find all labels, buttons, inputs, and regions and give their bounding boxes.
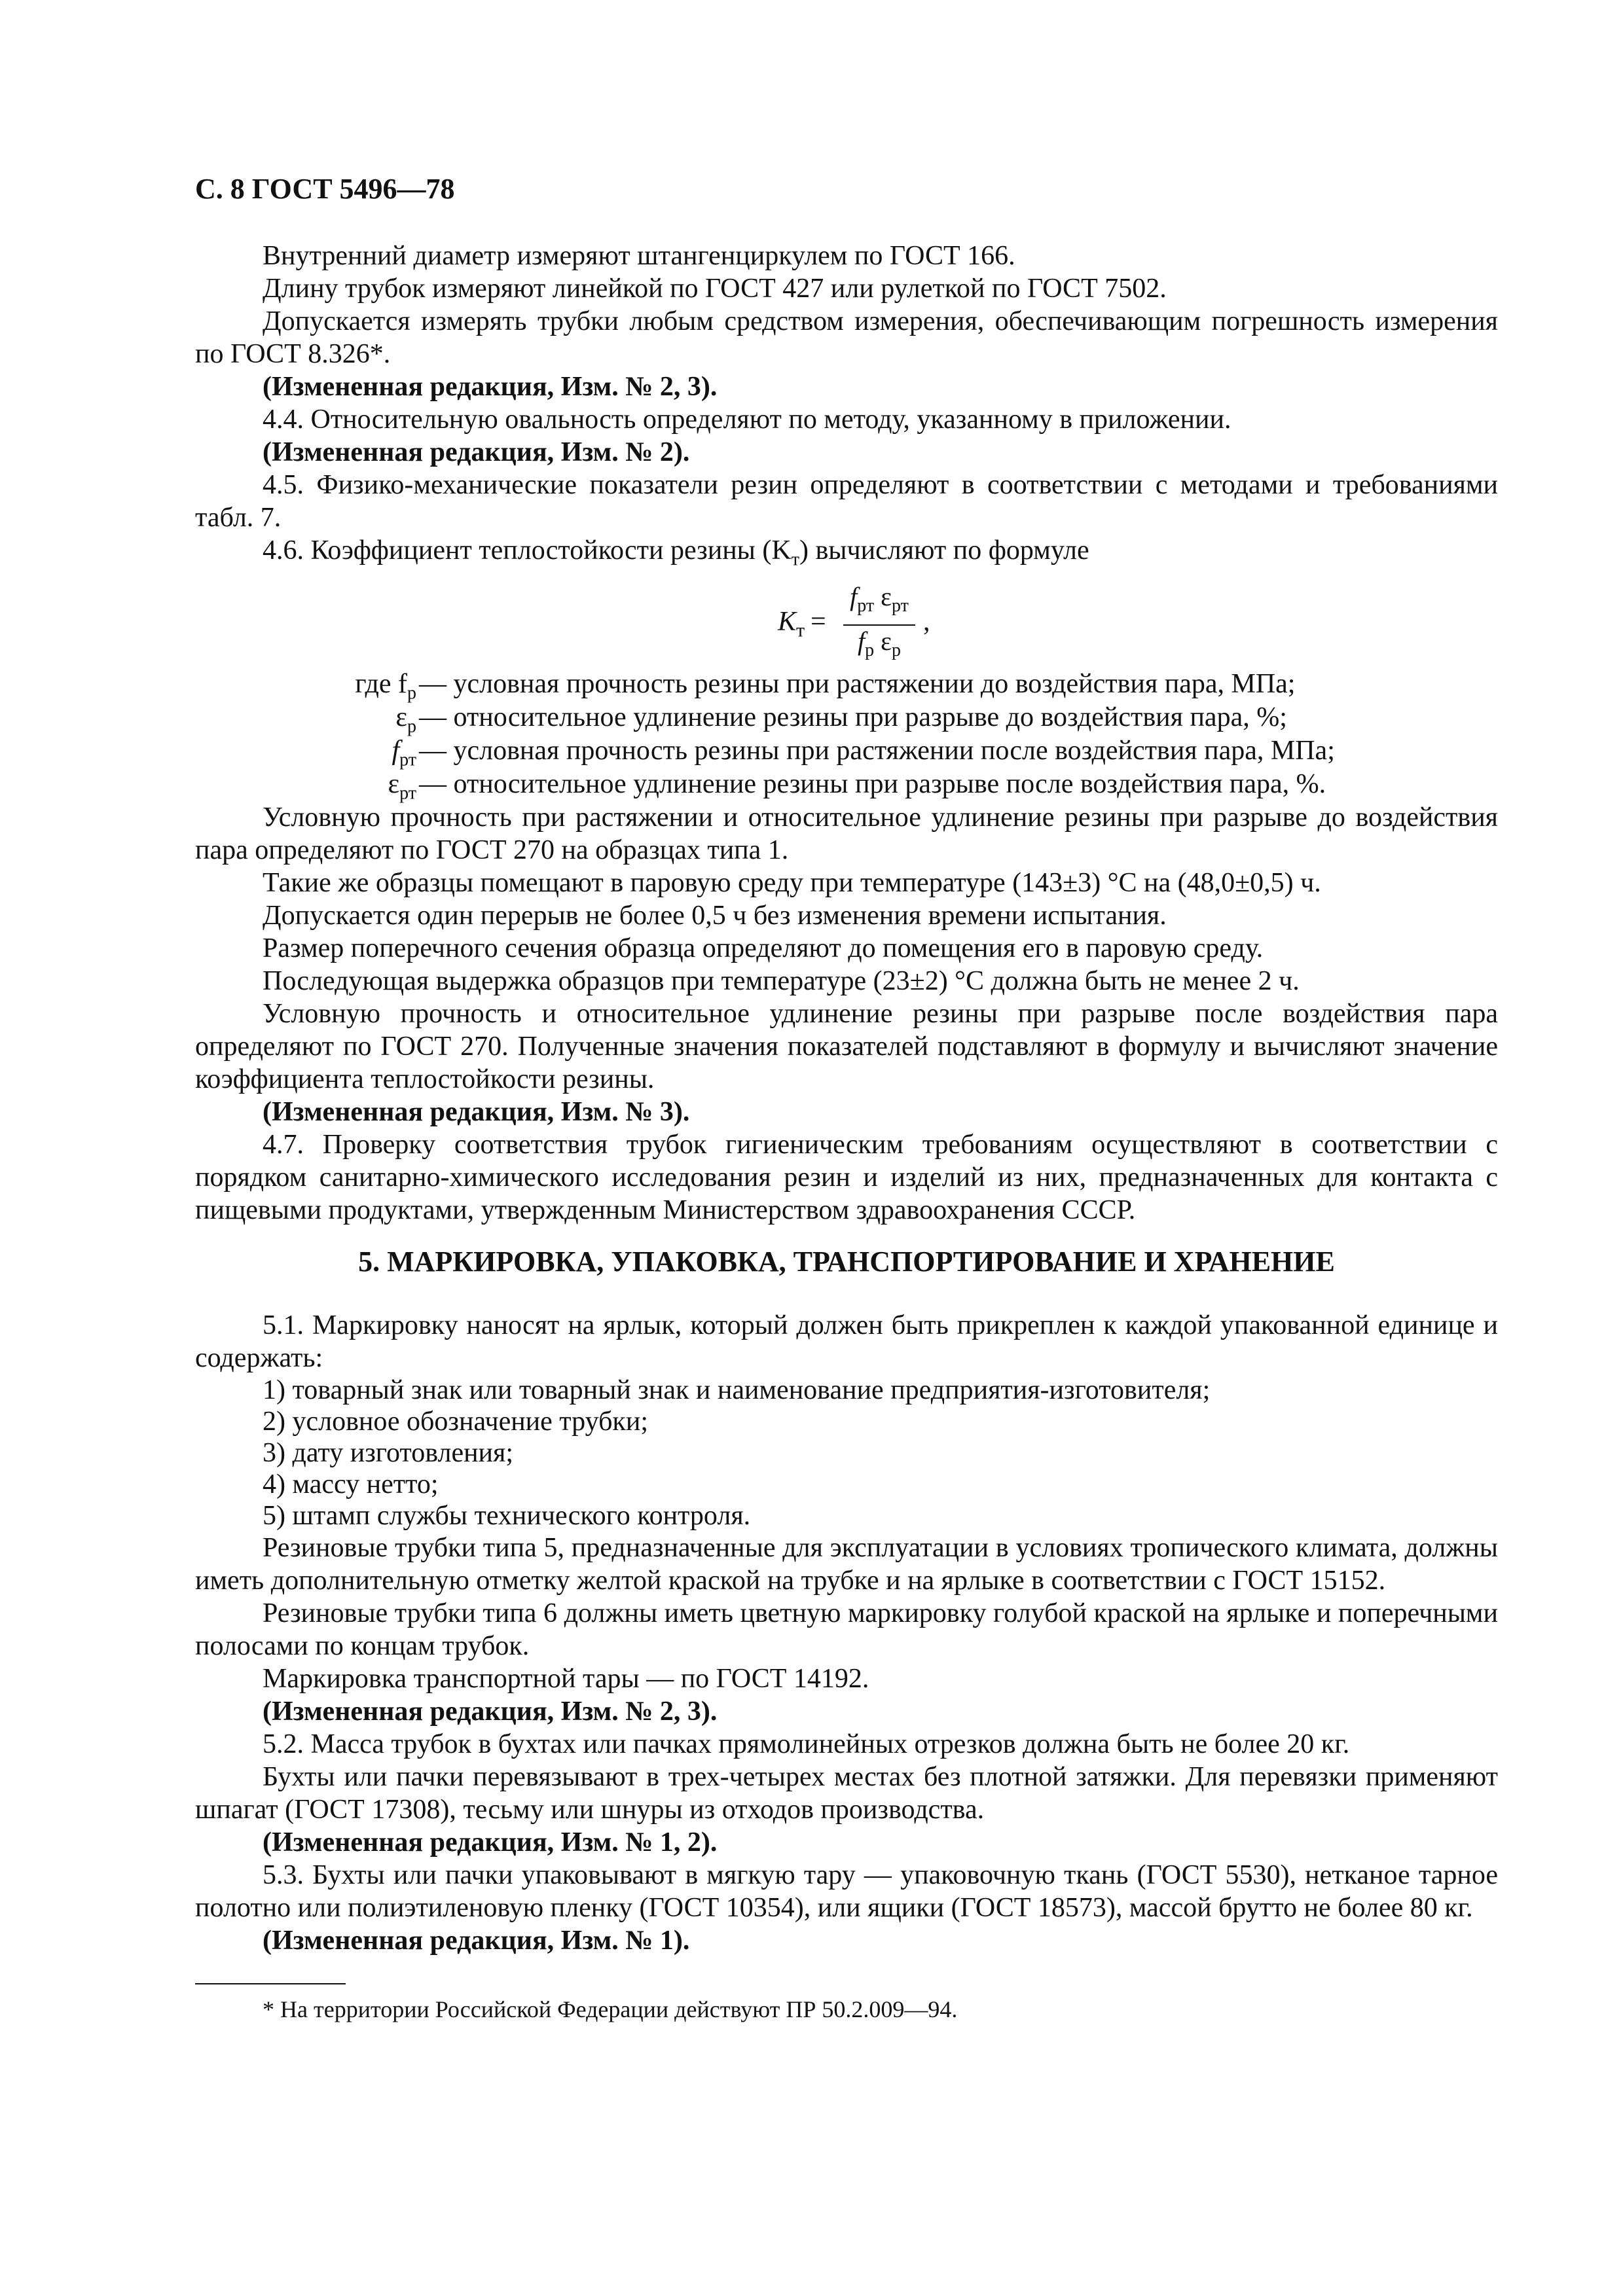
variable-definition: — относительное удлинение резины при разрыве до воздействия пара, %; xyxy=(419,702,1287,733)
paragraph: Резиновые трубки типа 6 должны иметь цветную маркировку голубой краской на ярлыке и поперечными полосами по концам трубок. xyxy=(195,1598,1498,1662)
clause-5-2: 5.2. Масса трубок в бухтах или пачках прямолинейных отрезков должна быть не более 20 кг. xyxy=(263,1729,1350,1760)
footnote-rule xyxy=(195,1983,346,1984)
formula-comma: , xyxy=(923,607,930,637)
variable-definition: — условная прочность резины при растяжении после воздействия пара, МПа; xyxy=(419,736,1335,766)
formula-lhs: $K_т$ xyxy=(778,607,805,641)
variable-symbol: где $f_р$ xyxy=(355,669,416,704)
list-item: 3) дату изготовления; xyxy=(263,1438,514,1469)
clause-4-6 xyxy=(195,534,1498,576)
paragraph: Допускается измерять трубки любым средством измерения, обеспечивающим погрешность измерения по ГОСТ 8.326*. xyxy=(195,306,1498,369)
section-title: 5. МАРКИРОВКА, УПАКОВКА, ТРАНСПОРТИРОВАНИЕ И ХРАНЕНИЕ xyxy=(358,1246,1335,1278)
formula xyxy=(195,576,1498,668)
clause-5-3: 5.3. Бухты или пачки упаковывают в мягкую тару — упаковочную ткань (ГОСТ 5530), нетканое тарное полотно или полиэтиленовую пленку (ГОСТ 10354), или ящики (ГОСТ 18573), массой брутто не более 80 кг. xyxy=(195,1860,1498,1924)
clause-4-4: 4.4. Относительную овальность определяют по методу, указанному в приложении. xyxy=(263,404,1231,435)
formula-numerator: $f_{рт}$ $\varepsilon_{рт}$ xyxy=(843,581,915,626)
page-header: С. 8 ГОСТ 5496—78 xyxy=(195,173,455,205)
variable-row xyxy=(195,734,1498,768)
marking-list xyxy=(195,1374,1498,1532)
footnote: * На территории Российской Федерации действуют ПР 50.2.009—94. xyxy=(263,1996,958,2023)
formula-denominator: $f_р$ $\varepsilon_р$ xyxy=(858,626,901,661)
amendment-note: (Измененная редакция, Изм. № 1, 2). xyxy=(263,1827,718,1858)
list-item: 1) товарный знак или товарный знак и наименование предприятия-изготовителя; xyxy=(263,1375,1211,1406)
variable-row xyxy=(195,701,1498,737)
amendment-note: (Измененная редакция, Изм. № 2, 3). xyxy=(263,1696,718,1727)
amendment-note: (Измененная редакция, Изм. № 1). xyxy=(263,1926,690,1956)
paragraph: Маркировка транспортной тары — по ГОСТ 14192. xyxy=(263,1664,869,1695)
paragraph: Условную прочность и относительное удлинение резины при разрыве после воздействия пара определяют по ГОСТ 270. Полученные значения показателей подставляют в формулу и вычисляют значение коэффициента теплостойкости резины. xyxy=(195,999,1498,1095)
clause-4-7: 4.7. Проверку соответствия трубок гигиеническим требованиям осуществляют в соответствии с порядком санитарно-химического исследования резин и изделий из них, предназначенных для контакта с пищевыми продуктами, утвержденным Министерством здравоохранения СССР. xyxy=(195,1130,1498,1226)
paragraph: Такие же образцы помещают в паровую среду при температуре (143±3) °С на (48,0±0,5) ч. xyxy=(263,868,1321,899)
variable-row xyxy=(195,768,1498,804)
formula-equals: = xyxy=(811,607,826,637)
paragraph: Условную прочность при растяжении и относительное удлинение резины при разрыве до воздействия пара определяют по ГОСТ 270 на образцах типа 1. xyxy=(195,802,1498,866)
paragraph: Резиновые трубки типа 5, предназначенные для эксплуатации в условиях тропического климата, должны иметь дополнительную отметку желтой краской на трубке и на ярлыке в соответствии с ГОСТ 15152. xyxy=(195,1533,1498,1596)
formula-fraction xyxy=(843,581,915,666)
list-item: 2) условное обозначение трубки; xyxy=(263,1407,648,1437)
paragraph: Последующая выдержка образцов при температуре (23±2) °С должна быть не менее 2 ч. xyxy=(263,966,1300,997)
variable-definition: — относительное удлинение резины при разрыве после воздействия пара, %. xyxy=(419,769,1326,800)
variable-symbol: $f_{рт}$ xyxy=(392,736,416,770)
list-item: 5) штамп службы технического контроля. xyxy=(263,1501,751,1532)
variable-symbol: $\varepsilon_{рт}$ xyxy=(388,769,416,804)
variable-definition: — условная прочность резины при растяжении до воздействия пара, МПа; xyxy=(419,669,1296,700)
clause-5-1: 5.1. Маркировку наносят на ярлык, который должен быть прикреплен к каждой упакованной единице и содержать: xyxy=(195,1310,1498,1374)
document-page xyxy=(195,171,1498,2024)
paragraph: Допускается один перерыв не более 0,5 ч без изменения времени испытания. xyxy=(263,901,1167,931)
clause-4-6-tail: ) вычисляют по формуле xyxy=(799,535,1089,565)
variable-definitions xyxy=(195,668,1498,804)
list-item: 4) массу нетто; xyxy=(263,1469,439,1500)
paragraph: Внутренний диаметр измеряют штангенциркулем по ГОСТ 166. xyxy=(263,241,1015,271)
variable-row xyxy=(195,668,1498,704)
amendment-note: (Измененная редакция, Изм. № 3). xyxy=(263,1097,690,1128)
amendment-note: (Измененная редакция, Изм. № 2). xyxy=(263,437,690,467)
clause-4-5: 4.5. Физико-механические показатели резин определяют в соответствии с методами и требованиями табл. 7. xyxy=(195,470,1498,533)
amendment-note: (Измененная редакция, Изм. № 2, 3). xyxy=(263,372,718,402)
paragraph: Размер поперечного сечения образца определяют до помещения его в паровую среду. xyxy=(263,933,1264,964)
clause-4-6-text: 4.6. Коэффициент теплостойкости резины (K xyxy=(263,535,792,565)
clause-4-6-sub: т xyxy=(791,549,799,570)
paragraph: Длину трубок измеряют линейкой по ГОСТ 427 или рулеткой по ГОСТ 7502. xyxy=(263,274,1167,304)
paragraph: Бухты или пачки перевязывают в трех-четырех местах без плотной затяжки. Для перевязки применяют шпагат (ГОСТ 17308), тесьму или шнуры из отходов производства. xyxy=(195,1762,1498,1825)
variable-symbol: $\varepsilon_р$ xyxy=(395,702,416,737)
